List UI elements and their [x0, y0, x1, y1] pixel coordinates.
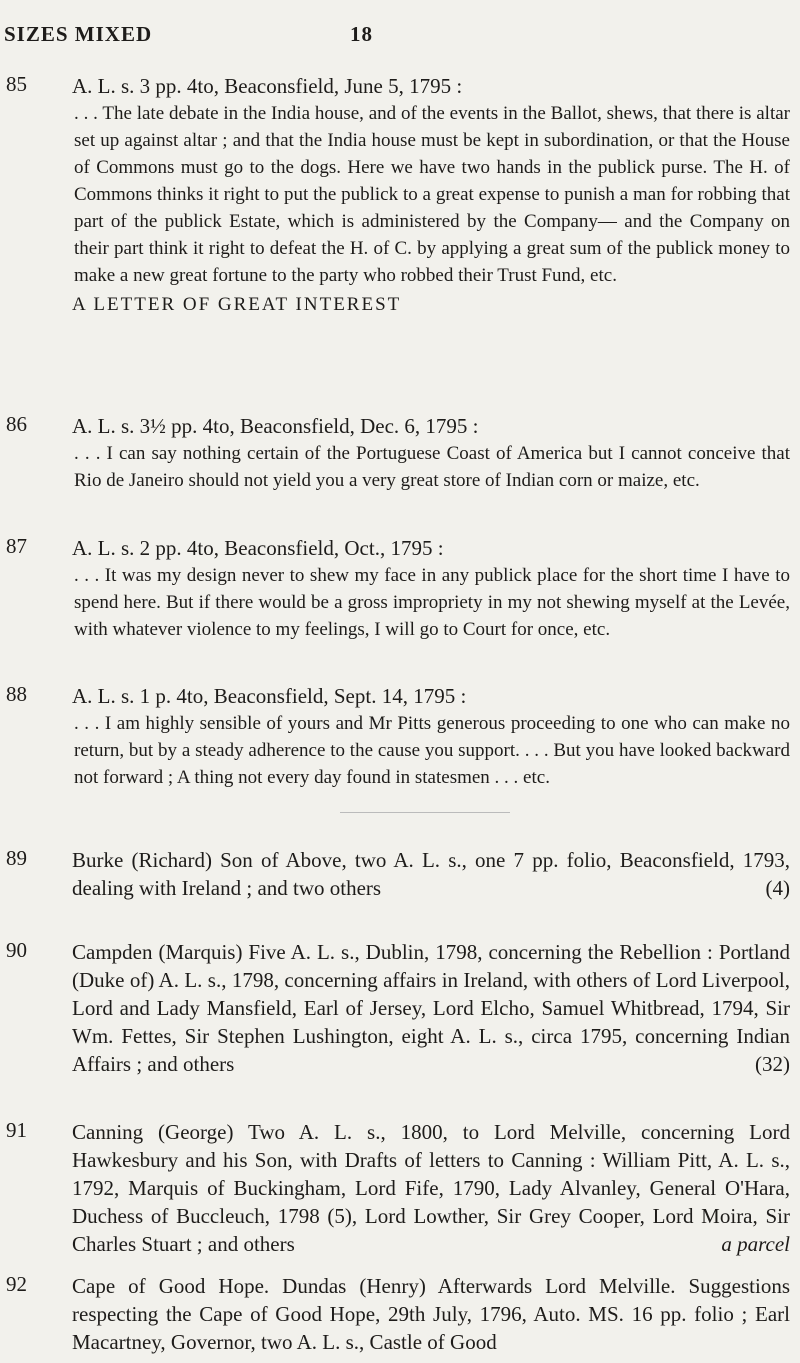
lot-description [72, 938, 790, 1078]
lot-description: Cape of Good Hope. Dundas (Henry) Afterwards Lord Melville. Suggestions respecting the Cape of Good Hope, 29th July, 1796, Auto. MS. 16 pp. folio ; Earl Macartney, Governor, two A. L. s., Castle of Good [72, 1274, 790, 1354]
lot-description [72, 846, 790, 902]
lot-quote: . . . I am highly sensible of yours and Mr Pitts generous proceeding to one who can make no return, but by a steady adherence to the cause you support. . . . But you have looked backward not forward ; A thing not every day found in statesmen . . . etc. [74, 713, 790, 788]
lot-title: A LETTER OF GREAT INTEREST [72, 294, 402, 315]
lot-number: 89 [6, 846, 27, 870]
lot-heading: A. L. s. 3 pp. 4to, Beaconsfield, June 5, 1795 : [72, 74, 463, 98]
lot-number: 91 [6, 1118, 27, 1142]
lot-heading: A. L. s. 1 p. 4to, Beaconsfield, Sept. 14, 1795 : [72, 684, 467, 708]
lot-number: 85 [6, 72, 27, 96]
lot-heading: A. L. s. 2 pp. 4to, Beaconsfield, Oct., 1795 : [72, 536, 444, 560]
lot-number: 92 [6, 1272, 27, 1296]
lot-quote: . . . The late debate in the India house, and of the events in the Ballot, shews, that there is altar set up against altar ; and that the India house must be kept in subordination, or that the House of Commons must go to the dogs. Here we have two hands in the publick purse. The H. of Commons thinks it right to put the publick to a great expense to punish a man for robbing that part of the publick Estate, which is administered by the Company— and the Company on their part think it right to defeat the H. of C. by applying a great sum of the publick money to make a new great fortune to the party who robbed their Trust Fund, etc. [74, 103, 790, 286]
lot-text: Burke (Richard) Son of Above, two A. L. s., one 7 pp. folio, Beaconsfield, 1793, dealing with Ireland ; and two others [72, 848, 790, 900]
page-header [2, 14, 798, 44]
running-head: SIZES MIXED [4, 22, 153, 46]
lot-quote: . . . It was my design never to shew my face in any publick place for the short time I have to spend here. But if there would be a gross impropriety in my not shewing myself at the Levée, with whatever violence to my feelings, I will go to Court for once, etc. [74, 565, 790, 640]
lot-number: 86 [6, 412, 27, 436]
lot-text: Campden (Marquis) Five A. L. s., Dublin, 1798, concerning the Rebellion : Portland (Duke of) A. L. s., 1798, concerning affairs in Ireland, with others of Lord Liverpool, Lord and Lady Mansfield, Earl of Jersey, Lord Elcho, Samuel Whitbread, 1794, Sir Wm. Fettes, Sir Stephen Lushington, eight A. L. s., circa 1795, concerning Indian Affairs ; and others [72, 940, 790, 1076]
lot-number: 88 [6, 682, 27, 706]
page-number: 18 [350, 22, 373, 46]
lot-quote: . . . I can say nothing certain of the Portuguese Coast of America but I cannot conceive that Rio de Janeiro should not yield you a very great store of Indian corn or maize, etc. [74, 443, 790, 491]
lot-quantity: (4) [765, 876, 790, 900]
section-divider [340, 812, 510, 813]
lot-description [72, 1118, 790, 1258]
lot-text: Canning (George) Two A. L. s., 1800, to Lord Melville, concerning Lord Hawkesbury and his Son, with Drafts of letters to Canning : William Pitt, A. L. s., 1792, Marquis of Buckingham, Lord Fife, 1790, Lady Alvanley, General O'Hara, Duchess of Buccleuch, 1798 (5), Lord Lowther, Sir Grey Cooper, Lord Moira, Sir Charles Stuart ; and others [72, 1120, 790, 1256]
lot-number: 90 [6, 938, 27, 962]
lot-quantity: (32) [755, 1052, 790, 1076]
lot-quantity: a parcel [721, 1232, 790, 1256]
lot-number: 87 [6, 534, 27, 558]
lot-heading: A. L. s. 3½ pp. 4to, Beaconsfield, Dec. 6, 1795 : [72, 414, 479, 438]
